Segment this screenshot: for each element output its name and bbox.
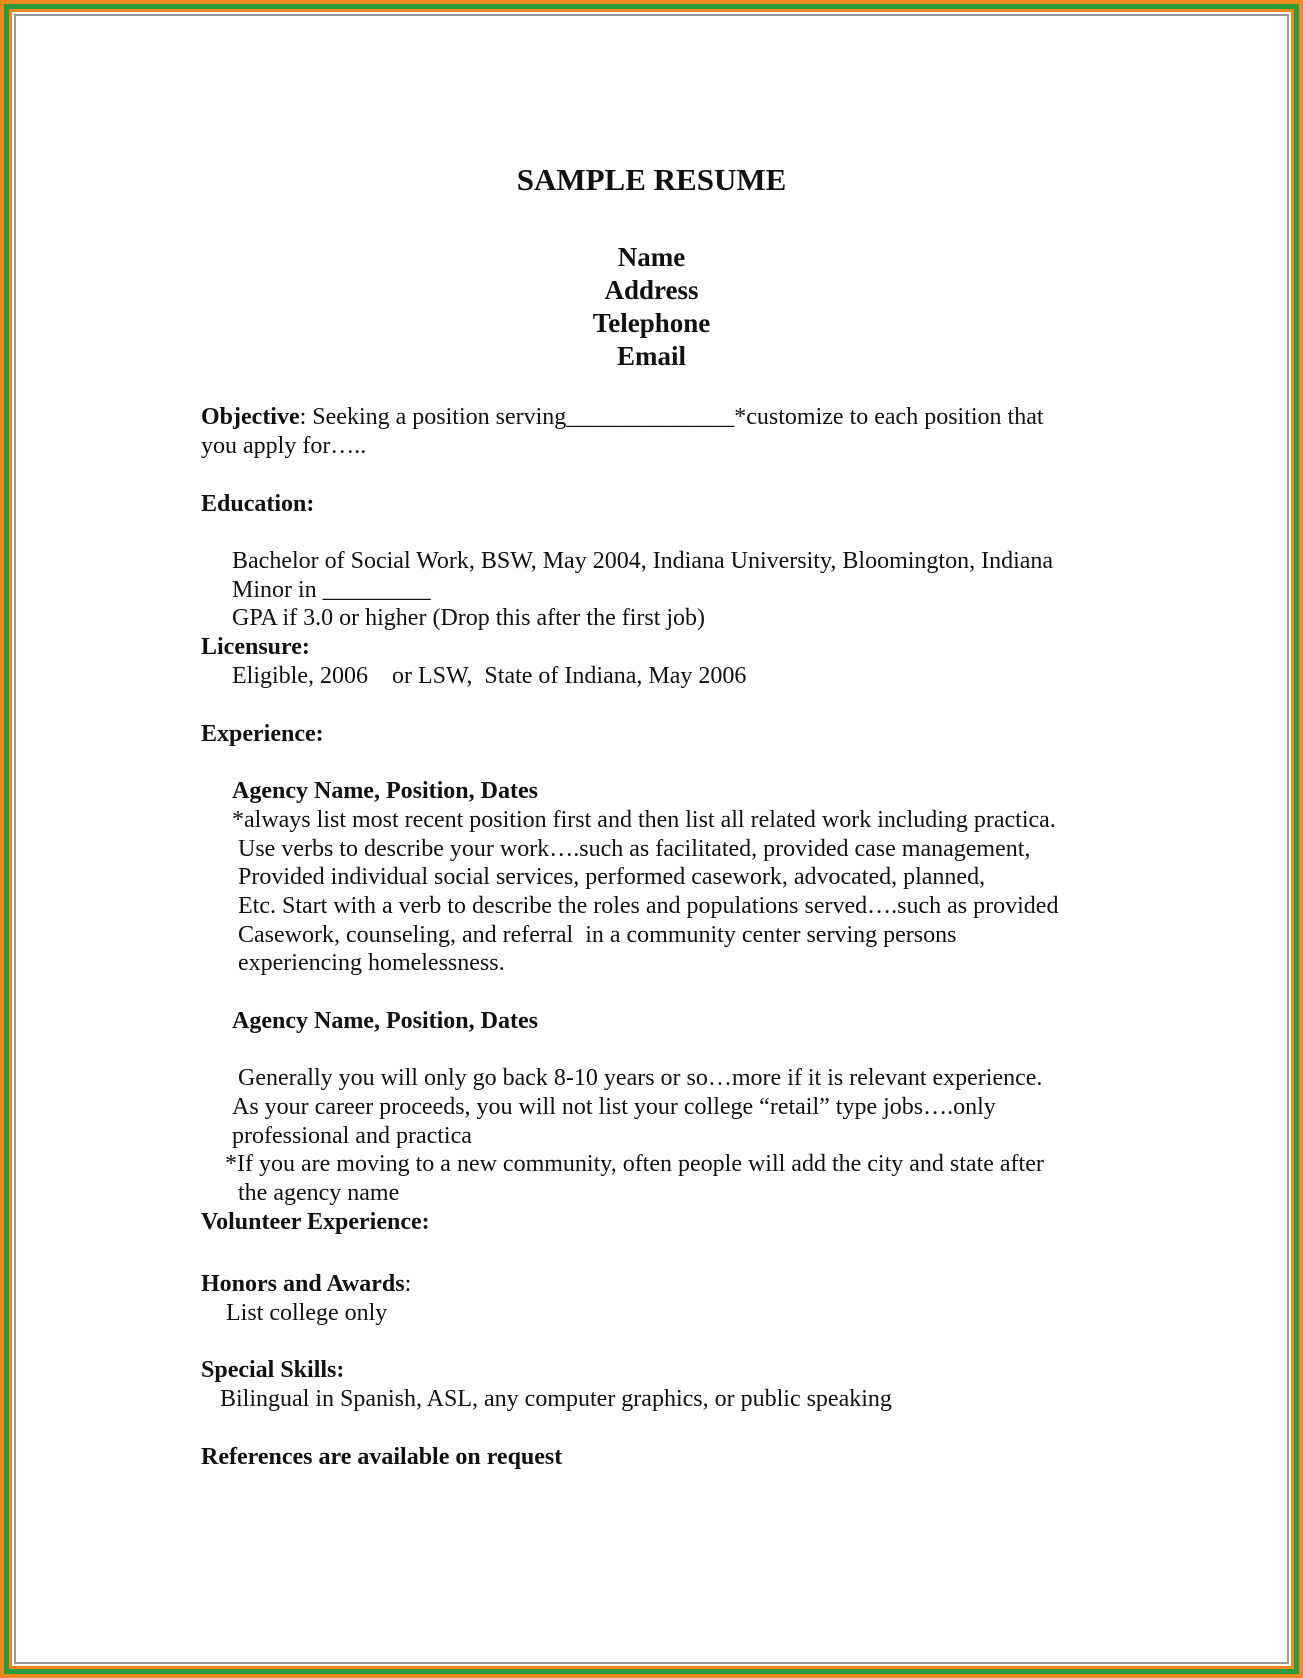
honors-heading: Honors and Awards <box>201 1271 405 1297</box>
skills-heading: Special Skills: <box>201 1357 345 1383</box>
page-title: SAMPLE RESUME <box>516 162 787 197</box>
experience-entry-2-line: As your career proceeds, you will not list your college “retail” type jobs….only <box>232 1094 996 1120</box>
licensure-detail: Eligible, 2006 or LSW, State of Indiana, May 2006 <box>232 663 747 689</box>
education-minor: Minor in _________ <box>232 577 431 603</box>
experience-heading: Experience: <box>201 721 324 747</box>
experience-entry-1-line: Provided individual social services, performed casework, advocated, planned, <box>238 864 986 890</box>
objective-text: : Seeking a position serving______________*customize to each position that <box>299 404 1044 430</box>
references-line: References are available on request <box>201 1444 563 1470</box>
experience-entry-2-line: the agency name <box>238 1180 400 1206</box>
experience-entry-1-line: Casework, counseling, and referral in a community center serving persons <box>238 922 957 948</box>
experience-entry-1-line: Use verbs to describe your work….such as facilitated, provided case management, <box>238 836 1031 862</box>
experience-entry-2-line: Generally you will only go back 8-10 years or so…more if it is relevant experience. <box>238 1065 1043 1091</box>
experience-entry-2-heading: Agency Name, Position, Dates <box>232 1008 538 1034</box>
header-name: Name <box>617 242 686 272</box>
education-heading: Education: <box>201 491 315 517</box>
experience-entry-2-line: professional and practica <box>232 1123 472 1149</box>
honors-detail: List college only <box>226 1300 388 1326</box>
experience-entry-1-line: experiencing homelessness. <box>238 950 505 976</box>
header-telephone: Telephone <box>592 308 711 338</box>
experience-entry-1-heading: Agency Name, Position, Dates <box>232 778 538 804</box>
header-address: Address <box>604 275 699 305</box>
education-degree: Bachelor of Social Work, BSW, May 2004, Indiana University, Bloomington, Indiana <box>232 548 1054 574</box>
licensure-heading: Licensure: <box>201 634 310 660</box>
honors-heading-line <box>201 1270 411 1298</box>
skills-detail: Bilingual in Spanish, ASL, any computer graphics, or public speaking <box>220 1386 892 1412</box>
objective-line-1 <box>201 403 1044 431</box>
objective-line-2: you apply for….. <box>201 433 367 459</box>
volunteer-heading: Volunteer Experience: <box>201 1209 430 1235</box>
experience-entry-1-line: Etc. Start with a verb to describe the roles and populations served….such as provided <box>238 893 1059 919</box>
header-email: Email <box>616 341 686 371</box>
honors-colon: : <box>404 1271 412 1297</box>
experience-entry-1-line: *always list most recent position first and then list all related work including practica. <box>232 807 1056 833</box>
objective-label: Objective <box>201 404 300 430</box>
education-gpa: GPA if 3.0 or higher (Drop this after the first job) <box>232 605 706 631</box>
experience-entry-2-line: *If you are moving to a new community, often people will add the city and state after <box>225 1151 1044 1177</box>
